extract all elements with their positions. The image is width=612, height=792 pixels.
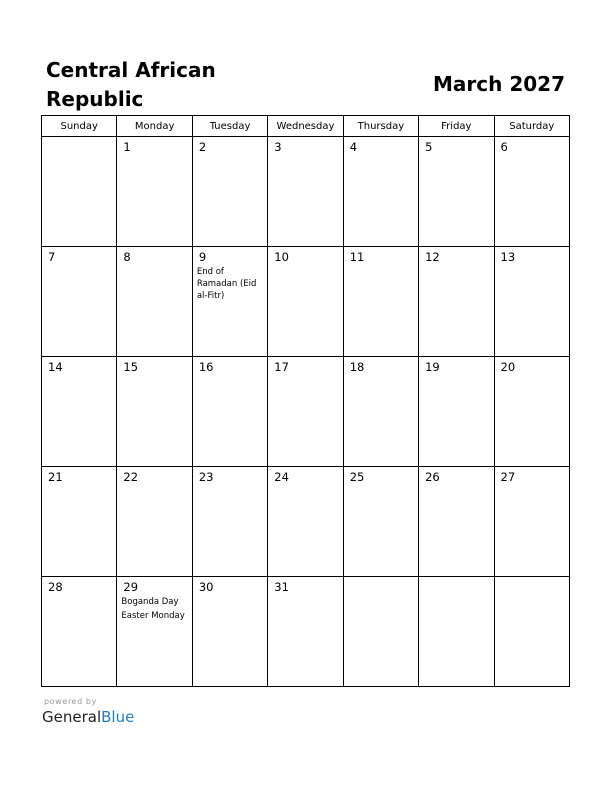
powered-by-label: powered by xyxy=(44,697,97,706)
day-cell xyxy=(343,137,418,247)
day-number: 14 xyxy=(48,360,63,374)
day-number xyxy=(419,577,493,580)
day-number: 25 xyxy=(349,470,365,484)
day-cell xyxy=(268,357,343,467)
week-row xyxy=(42,357,570,467)
day-number: 9 xyxy=(198,250,207,264)
week-row xyxy=(42,467,570,577)
week-row xyxy=(42,577,570,687)
day-number: 23 xyxy=(198,470,214,484)
day-number: 12 xyxy=(425,250,440,264)
day-cell xyxy=(494,467,569,577)
day-cell xyxy=(268,137,343,247)
country-title: Central African Republic xyxy=(46,58,216,111)
day-cell xyxy=(192,577,267,687)
day-number: 13 xyxy=(500,250,516,264)
day-cell xyxy=(494,137,569,247)
day-number: 17 xyxy=(274,360,289,374)
day-number: 27 xyxy=(500,470,516,484)
day-number: 3 xyxy=(274,140,282,154)
weekday-tuesday: Tuesday xyxy=(192,116,267,137)
day-cell xyxy=(192,467,267,577)
day-number: 8 xyxy=(123,250,131,264)
day-cell xyxy=(494,357,569,467)
day-cell xyxy=(494,577,569,687)
day-cell xyxy=(42,137,117,247)
day-cell xyxy=(117,357,192,467)
day-number: 1 xyxy=(123,140,131,154)
day-cell xyxy=(117,577,192,687)
generalblue-logo xyxy=(42,708,134,726)
day-number xyxy=(495,577,569,580)
day-number: 24 xyxy=(274,470,289,484)
day-cell xyxy=(343,577,418,687)
day-number: 18 xyxy=(349,360,365,374)
day-number: 22 xyxy=(123,470,139,484)
day-number: 31 xyxy=(274,580,289,594)
calendar-grid xyxy=(41,115,570,687)
week-row xyxy=(42,137,570,247)
week-row xyxy=(42,247,570,357)
day-cell xyxy=(42,247,117,357)
day-number: 16 xyxy=(198,360,214,374)
day-number: 4 xyxy=(349,140,358,154)
holiday-label: Easter Monday xyxy=(121,611,185,621)
weekday-wednesday: Wednesday xyxy=(268,116,343,137)
day-number: 2 xyxy=(198,140,207,154)
day-cell xyxy=(192,137,267,247)
day-cell xyxy=(343,467,418,577)
day-number xyxy=(42,137,116,140)
weekday-header-row xyxy=(42,116,570,137)
day-cell xyxy=(117,137,192,247)
day-number: 21 xyxy=(48,470,63,484)
day-cell xyxy=(343,247,418,357)
month-year-title: March 2027 xyxy=(433,72,565,96)
day-cell xyxy=(192,357,267,467)
day-number: 11 xyxy=(349,250,365,264)
day-number: 6 xyxy=(500,140,508,154)
day-number: 20 xyxy=(500,360,516,374)
day-cell xyxy=(117,467,192,577)
day-cell xyxy=(343,357,418,467)
day-cell xyxy=(268,467,343,577)
day-cell xyxy=(419,577,494,687)
day-cell xyxy=(192,247,267,357)
day-cell xyxy=(42,357,117,467)
calendar-body xyxy=(42,137,570,687)
day-cell xyxy=(419,467,494,577)
day-number: 7 xyxy=(48,250,56,264)
holiday-label: End of Ramadan (Eid al-Fitr) xyxy=(196,267,257,301)
day-cell xyxy=(42,577,117,687)
day-cell xyxy=(419,357,494,467)
day-number: 26 xyxy=(425,470,440,484)
day-cell xyxy=(117,247,192,357)
holiday-label: Boganda Day xyxy=(121,597,179,607)
weekday-saturday: Saturday xyxy=(494,116,569,137)
day-cell xyxy=(268,247,343,357)
day-cell xyxy=(42,467,117,577)
day-number: 19 xyxy=(425,360,440,374)
day-number: 30 xyxy=(198,580,214,594)
weekday-thursday: Thursday xyxy=(343,116,418,137)
day-number: 10 xyxy=(274,250,289,264)
day-number xyxy=(344,577,418,580)
weekday-monday: Monday xyxy=(117,116,192,137)
logo-general-text: General xyxy=(42,708,102,726)
day-number: 28 xyxy=(48,580,63,594)
logo-blue-text: Blue xyxy=(101,708,135,726)
weekday-sunday: Sunday xyxy=(42,116,117,137)
weekday-friday: Friday xyxy=(419,116,494,137)
day-cell xyxy=(268,577,343,687)
day-number: 15 xyxy=(123,360,139,374)
day-cell xyxy=(494,247,569,357)
day-number: 29 xyxy=(123,580,139,594)
day-cell xyxy=(419,137,494,247)
day-cell xyxy=(419,247,494,357)
day-number: 5 xyxy=(425,140,433,154)
